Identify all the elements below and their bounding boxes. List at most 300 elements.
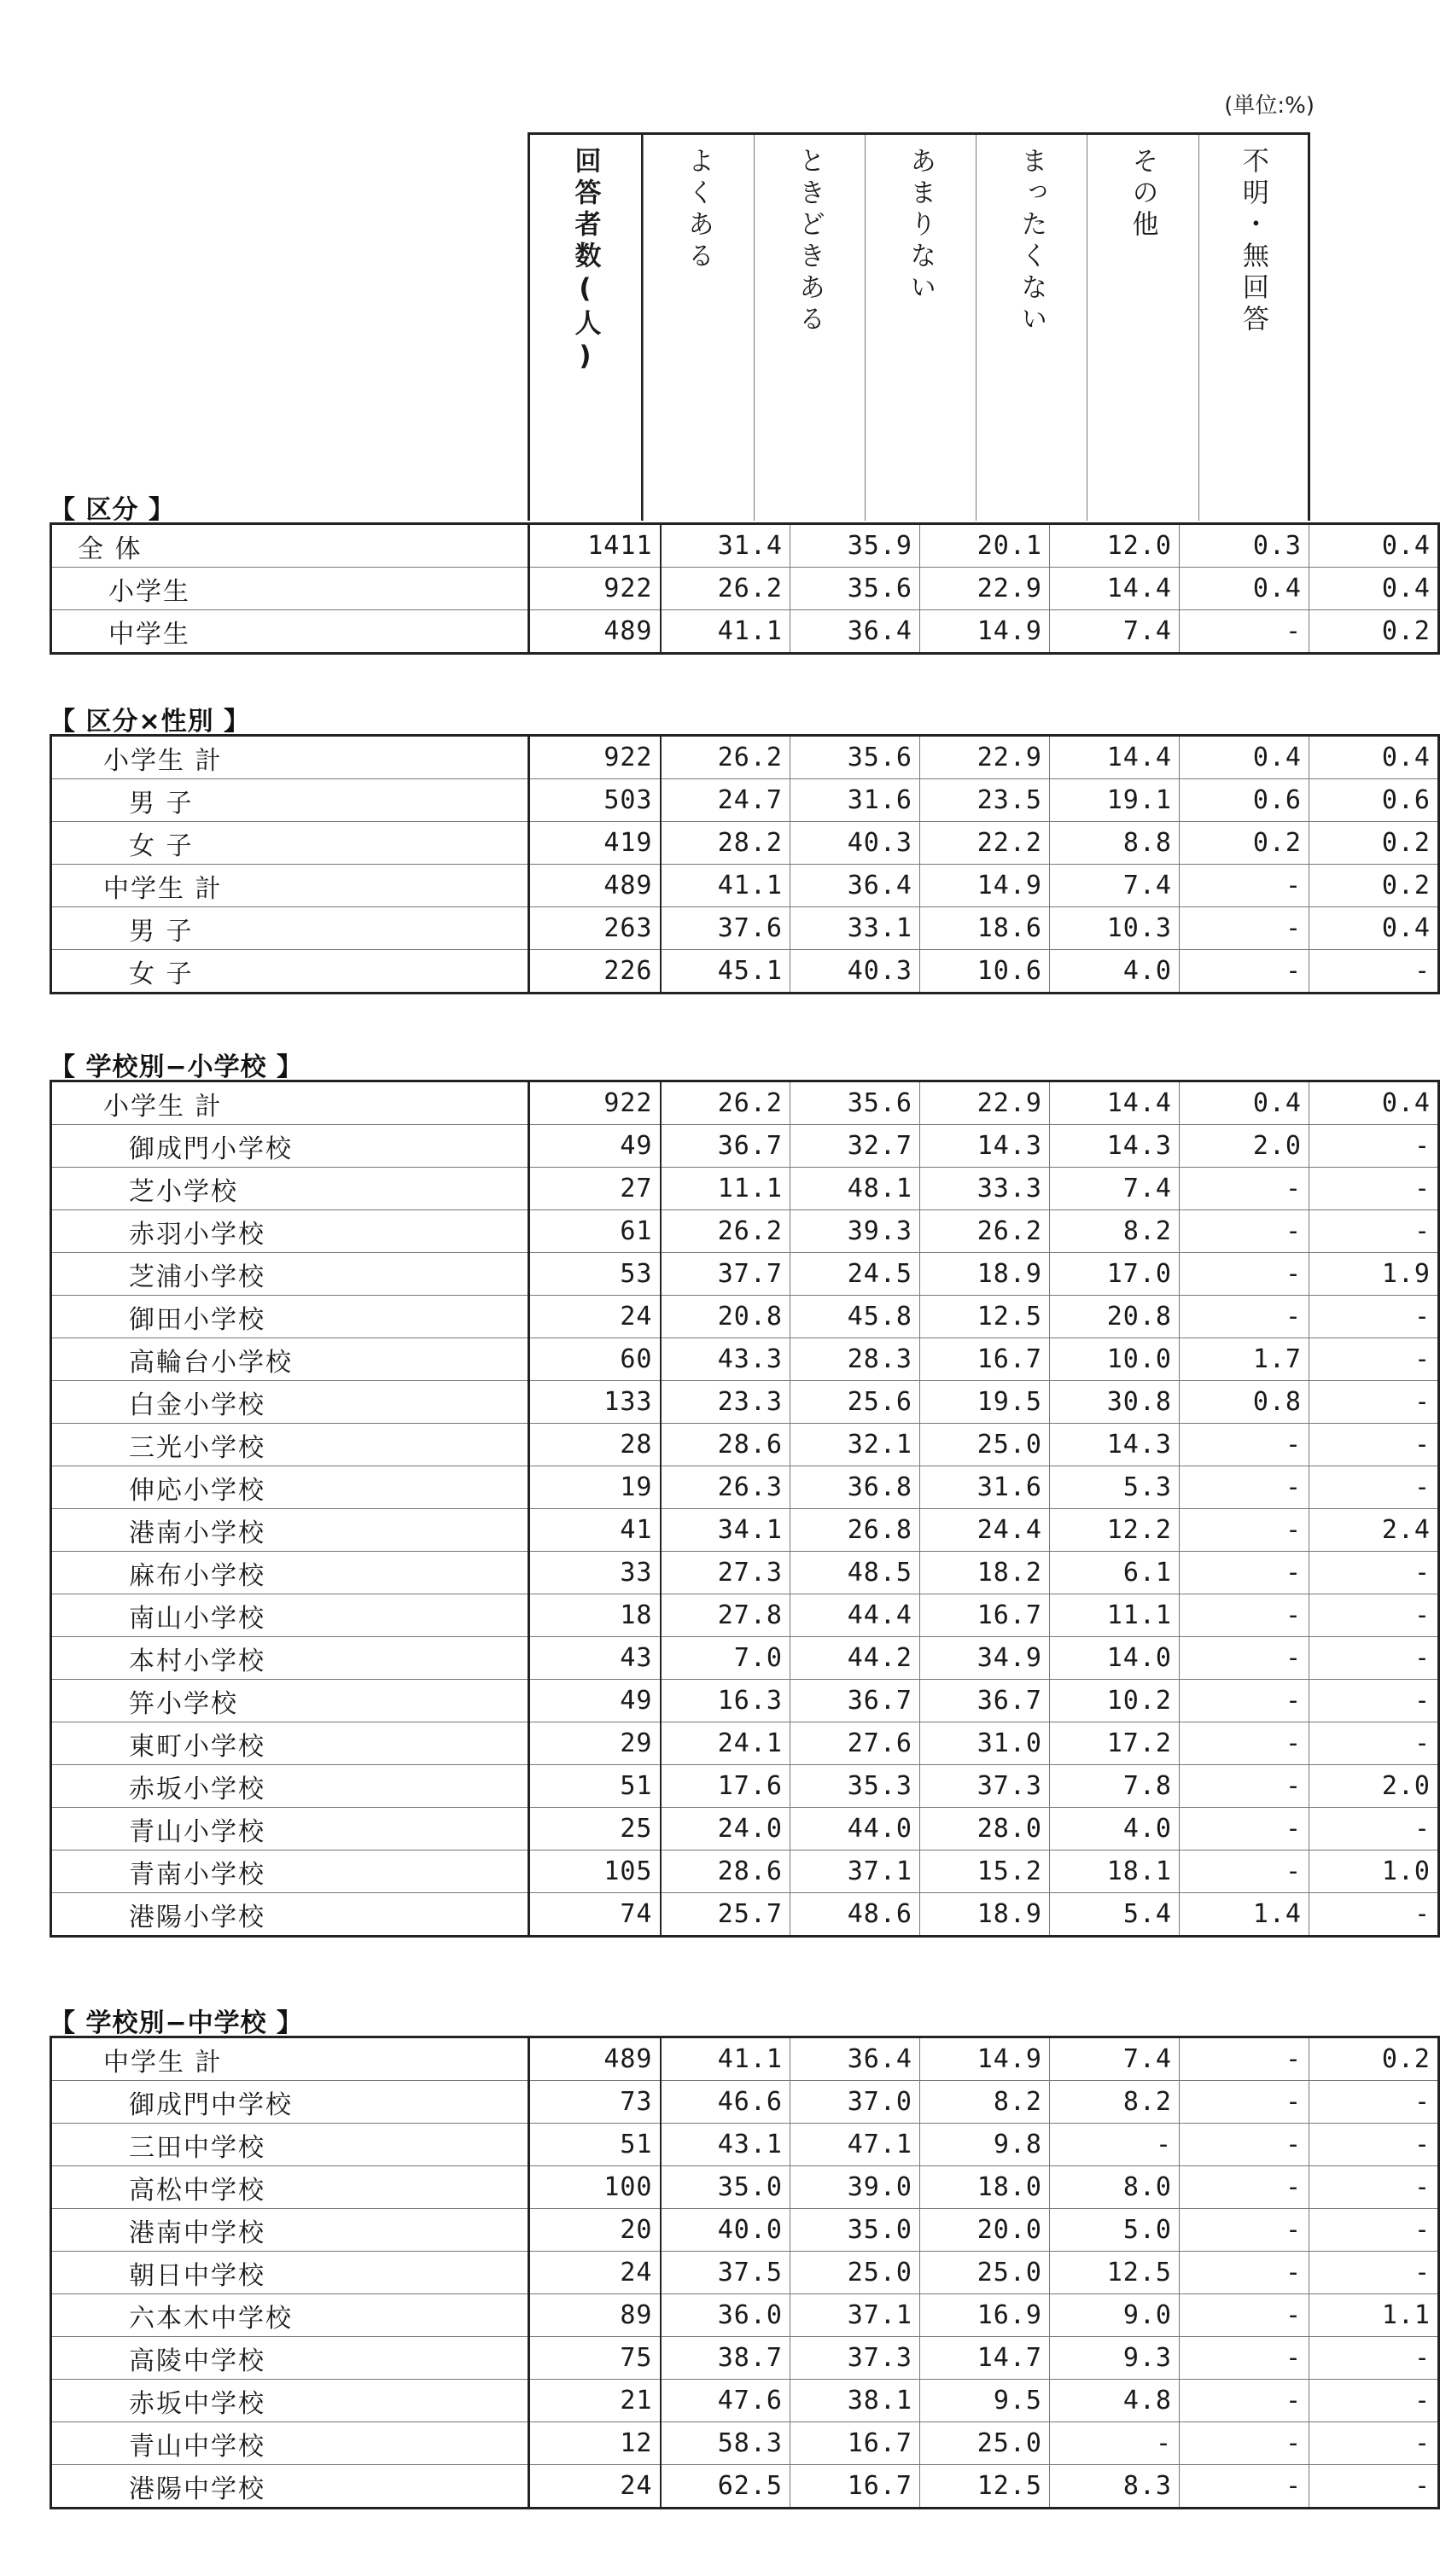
percent-cell: 34.9 [920,1637,1050,1680]
table-row [51,1509,1439,1552]
percent-cell: - [1180,1637,1309,1680]
table-row [51,2380,1439,2422]
percent-cell: - [1309,2209,1439,2252]
percent-cell: 18.9 [920,1253,1050,1296]
percent-cell: - [1309,1381,1439,1424]
percent-cell: 34.1 [661,1509,790,1552]
respondent-count: 922 [529,568,661,610]
percent-cell: 11.1 [661,1168,790,1210]
percent-cell: 18.2 [920,1552,1050,1594]
percent-cell: 37.3 [790,2337,920,2380]
percent-cell: - [1309,1296,1439,1338]
row-label: 芝浦小学校 [51,1253,529,1296]
percent-cell: 35.0 [790,2209,920,2252]
percent-cell: 9.8 [920,2124,1050,2166]
percent-cell: 12.2 [1050,1509,1180,1552]
percent-cell: 8.2 [920,2081,1050,2124]
respondent-count: 922 [529,736,661,779]
table-row [51,524,1439,568]
percent-cell: 43.3 [661,1338,790,1381]
data-table [50,1080,1440,1938]
percent-cell: 0.4 [1309,524,1439,568]
percent-cell: 47.1 [790,2124,920,2166]
percent-cell: 20.0 [920,2209,1050,2252]
percent-cell: 37.5 [661,2252,790,2294]
row-label: 港陽小学校 [51,1893,529,1937]
percent-cell: 24.7 [661,779,790,822]
percent-cell: - [1309,2465,1439,2509]
percent-cell: 17.6 [661,1765,790,1808]
percent-cell: 19.5 [920,1381,1050,1424]
respondent-count: 1411 [529,524,661,568]
percent-cell: 0.2 [1309,2037,1439,2081]
percent-cell: - [1309,2337,1439,2380]
table-row [51,2294,1439,2337]
percent-cell: - [1050,2124,1180,2166]
percent-cell: - [1180,2294,1309,2337]
percent-cell: - [1180,1722,1309,1765]
respondent-count: 226 [529,950,661,994]
percent-cell: - [1180,1765,1309,1808]
percent-cell: 35.6 [790,568,920,610]
percent-cell: 31.4 [661,524,790,568]
percent-cell: 8.0 [1050,2166,1180,2209]
header-never: まったくない [976,135,1087,521]
percent-cell: - [1309,1210,1439,1253]
percent-cell: 1.1 [1309,2294,1439,2337]
table-row [51,2081,1439,2124]
percent-cell: - [1180,2252,1309,2294]
section-title: 【 区分×性別 】 [50,707,251,737]
percent-cell: 12.5 [920,2465,1050,2509]
percent-cell: 48.6 [790,1893,920,1937]
percent-cell: 37.1 [790,2294,920,2337]
percent-cell: 5.3 [1050,1466,1180,1509]
percent-cell: 36.7 [790,1680,920,1722]
percent-cell: 35.0 [661,2166,790,2209]
percent-cell: 35.9 [790,524,920,568]
percent-cell: 32.1 [790,1424,920,1466]
table-row [51,568,1439,610]
table-row [51,1081,1439,1125]
percent-cell: 1.7 [1180,1338,1309,1381]
percent-cell: 47.6 [661,2380,790,2422]
percent-cell: - [1309,1552,1439,1594]
percent-cell: 20.8 [661,1296,790,1338]
table-row [51,907,1439,950]
percent-cell: 4.0 [1050,1808,1180,1850]
row-label: 小学生 計 [51,1081,529,1125]
percent-cell: 36.7 [920,1680,1050,1722]
percent-cell: 37.7 [661,1253,790,1296]
percent-cell: - [1309,1125,1439,1168]
percent-cell: 36.7 [661,1125,790,1168]
percent-cell: 36.8 [790,1466,920,1509]
percent-cell: 45.1 [661,950,790,994]
percent-cell: 10.3 [1050,907,1180,950]
percent-cell: 7.4 [1050,610,1180,654]
percent-cell: - [1180,2166,1309,2209]
data-table [50,2036,1440,2509]
percent-cell: 2.0 [1180,1125,1309,1168]
respondent-count: 922 [529,1081,661,1125]
percent-cell: 0.4 [1180,736,1309,779]
respondent-count: 75 [529,2337,661,2380]
percent-cell: 40.3 [790,950,920,994]
row-label: 白金小学校 [51,1381,529,1424]
table-row [51,736,1439,779]
percent-cell: 35.3 [790,1765,920,1808]
percent-cell: 14.3 [920,1125,1050,1168]
respondent-count: 60 [529,1338,661,1381]
percent-cell: 12.0 [1050,524,1180,568]
percent-cell: 7.8 [1050,1765,1180,1808]
percent-cell: 26.2 [661,1081,790,1125]
percent-cell: - [1309,2166,1439,2209]
percent-cell: 28.0 [920,1808,1050,1850]
percent-cell: - [1309,2380,1439,2422]
percent-cell: 18.1 [1050,1850,1180,1893]
percent-cell: 14.4 [1050,736,1180,779]
percent-cell: 23.5 [920,779,1050,822]
percent-cell: - [1180,1253,1309,1296]
percent-cell: - [1309,1338,1439,1381]
percent-cell: 62.5 [661,2465,790,2509]
row-label: 御成門中学校 [51,2081,529,2124]
percent-cell: 17.2 [1050,1722,1180,1765]
percent-cell: 26.8 [790,1509,920,1552]
percent-cell: 41.1 [661,610,790,654]
table-row [51,1552,1439,1594]
percent-cell: - [1180,2081,1309,2124]
table-row [51,1466,1439,1509]
percent-cell: 14.7 [920,2337,1050,2380]
percent-cell: 0.4 [1180,1081,1309,1125]
respondent-count: 24 [529,2252,661,2294]
row-label: 東町小学校 [51,1722,529,1765]
row-label: 南山小学校 [51,1594,529,1637]
percent-cell: 0.4 [1309,568,1439,610]
row-label: 小学生 計 [51,736,529,779]
percent-cell: 0.2 [1309,822,1439,865]
percent-cell: - [1309,1722,1439,1765]
percent-cell: 39.3 [790,1210,920,1253]
table-row [51,1381,1439,1424]
percent-cell: 32.7 [790,1125,920,1168]
header-no-answer: 不明・無回答 [1198,135,1308,521]
percent-cell: 40.3 [790,822,920,865]
row-label: 三光小学校 [51,1424,529,1466]
table-row [51,2252,1439,2294]
percent-cell: - [1180,950,1309,994]
percent-cell: - [1050,2422,1180,2465]
percent-cell: 7.4 [1050,865,1180,907]
percent-cell: 1.4 [1180,1893,1309,1937]
percent-cell: 37.0 [790,2081,920,2124]
table-row [51,2337,1439,2380]
percent-cell: 18.0 [920,2166,1050,2209]
table-row [51,865,1439,907]
percent-cell: 25.7 [661,1893,790,1937]
percent-cell: - [1309,1680,1439,1722]
percent-cell: 27.6 [790,1722,920,1765]
percent-cell: 14.9 [920,610,1050,654]
percent-cell: 22.9 [920,736,1050,779]
percent-cell: 39.0 [790,2166,920,2209]
table-row [51,610,1439,654]
percent-cell: 28.6 [661,1424,790,1466]
percent-cell: 9.0 [1050,2294,1180,2337]
percent-cell: - [1180,2209,1309,2252]
percent-cell: - [1309,2124,1439,2166]
percent-cell: 14.9 [920,865,1050,907]
table-row [51,1296,1439,1338]
percent-cell: - [1180,1509,1309,1552]
data-table [50,734,1440,994]
percent-cell: - [1309,1893,1439,1937]
respondent-count: 73 [529,2081,661,2124]
respondent-count: 503 [529,779,661,822]
row-label: 青山中学校 [51,2422,529,2465]
percent-cell: 58.3 [661,2422,790,2465]
table-row [51,1210,1439,1253]
percent-cell: - [1309,1637,1439,1680]
percent-cell: 24.0 [661,1808,790,1850]
percent-cell: 41.1 [661,865,790,907]
row-label: 御田小学校 [51,1296,529,1338]
percent-cell: 44.2 [790,1637,920,1680]
percent-cell: 0.2 [1309,610,1439,654]
percent-cell: 25.0 [920,2422,1050,2465]
percent-cell: 38.7 [661,2337,790,2380]
percent-cell: 26.2 [661,568,790,610]
percent-cell: 30.8 [1050,1381,1180,1424]
percent-cell: 37.1 [790,1850,920,1893]
percent-cell: 0.2 [1180,822,1309,865]
row-label: 高松中学校 [51,2166,529,2209]
percent-cell: 0.8 [1180,1381,1309,1424]
percent-cell: 8.3 [1050,2465,1180,2509]
section-title: 【 学校別−中学校 】 [50,2008,304,2038]
respondent-count: 27 [529,1168,661,1210]
table-row [51,1680,1439,1722]
percent-cell: 27.8 [661,1594,790,1637]
percent-cell: 16.7 [920,1594,1050,1637]
percent-cell: - [1180,1808,1309,1850]
percent-cell: 0.2 [1309,865,1439,907]
respondent-count: 21 [529,2380,661,2422]
percent-cell: 25.0 [920,2252,1050,2294]
row-label: 赤羽小学校 [51,1210,529,1253]
section-title: 【 区分 】 [50,495,175,525]
table-row [51,1253,1439,1296]
row-label: 全 体 [51,524,529,568]
respondent-count: 41 [529,1509,661,1552]
row-label: 港南小学校 [51,1509,529,1552]
percent-cell: 20.1 [920,524,1050,568]
table-row [51,1850,1439,1893]
percent-cell: 36.4 [790,865,920,907]
percent-cell: 16.7 [920,1338,1050,1381]
percent-cell: - [1309,1168,1439,1210]
percent-cell: 0.6 [1180,779,1309,822]
percent-cell: - [1180,610,1309,654]
percent-cell: 20.8 [1050,1296,1180,1338]
percent-cell: 9.5 [920,2380,1050,2422]
percent-cell: 37.6 [661,907,790,950]
respondent-count: 49 [529,1125,661,1168]
percent-cell: 26.2 [661,736,790,779]
respondent-count: 489 [529,865,661,907]
percent-cell: 5.0 [1050,2209,1180,2252]
table-row [51,1722,1439,1765]
percent-cell: 10.6 [920,950,1050,994]
percent-cell: 48.5 [790,1552,920,1594]
row-label: 中学生 [51,610,529,654]
percent-cell: 28.6 [661,1850,790,1893]
percent-cell: 12.5 [920,1296,1050,1338]
percent-cell: 2.0 [1309,1765,1439,1808]
percent-cell: - [1309,1594,1439,1637]
respondent-count: 61 [529,1210,661,1253]
table-row [51,2166,1439,2209]
percent-cell: - [1180,1296,1309,1338]
percent-cell: 22.9 [920,1081,1050,1125]
percent-cell: 48.1 [790,1168,920,1210]
percent-cell: 0.4 [1309,1081,1439,1125]
respondent-count: 53 [529,1253,661,1296]
respondent-count: 419 [529,822,661,865]
table-row [51,2037,1439,2081]
row-label: 本村小学校 [51,1637,529,1680]
percent-cell: 36.4 [790,610,920,654]
percent-cell: 2.4 [1309,1509,1439,1552]
header-other: その他 [1087,135,1198,521]
table-row [51,1168,1439,1210]
percent-cell: 38.1 [790,2380,920,2422]
percent-cell: 16.9 [920,2294,1050,2337]
respondent-count: 89 [529,2294,661,2337]
percent-cell: 9.3 [1050,2337,1180,2380]
percent-cell: 14.3 [1050,1424,1180,1466]
percent-cell: 1.0 [1309,1850,1439,1893]
respondent-count: 51 [529,1765,661,1808]
percent-cell: 31.6 [790,779,920,822]
percent-cell: - [1180,1594,1309,1637]
row-label: 麻布小学校 [51,1552,529,1594]
percent-cell: 24.4 [920,1509,1050,1552]
percent-cell: - [1180,865,1309,907]
percent-cell: 31.0 [920,1722,1050,1765]
percent-cell: 16.7 [790,2422,920,2465]
respondent-count: 74 [529,1893,661,1937]
percent-cell: 0.6 [1309,779,1439,822]
percent-cell: 22.9 [920,568,1050,610]
percent-cell: - [1180,2037,1309,2081]
percent-cell: - [1180,1210,1309,1253]
percent-cell: 43.1 [661,2124,790,2166]
percent-cell: 15.2 [920,1850,1050,1893]
respondent-count: 28 [529,1424,661,1466]
percent-cell: - [1309,1808,1439,1850]
percent-cell: 36.0 [661,2294,790,2337]
percent-cell: 0.4 [1180,568,1309,610]
respondent-count: 49 [529,1680,661,1722]
table-row [51,779,1439,822]
percent-cell: - [1309,2422,1439,2465]
row-label: 赤坂小学校 [51,1765,529,1808]
respondent-count: 25 [529,1808,661,1850]
percent-cell: 14.4 [1050,568,1180,610]
respondent-count: 24 [529,2465,661,2509]
percent-cell: 18.6 [920,907,1050,950]
percent-cell: - [1309,950,1439,994]
row-label: 男 子 [51,779,529,822]
percent-cell: - [1309,1466,1439,1509]
row-label: 赤坂中学校 [51,2380,529,2422]
percent-cell: 23.3 [661,1381,790,1424]
percent-cell: 4.0 [1050,950,1180,994]
percent-cell: 33.1 [790,907,920,950]
table-row [51,2465,1439,2509]
percent-cell: 16.3 [661,1680,790,1722]
respondent-count: 51 [529,2124,661,2166]
percent-cell: 44.0 [790,1808,920,1850]
table-row [51,1893,1439,1937]
percent-cell: 36.4 [790,2037,920,2081]
percent-cell: 5.4 [1050,1893,1180,1937]
percent-cell: 37.3 [920,1765,1050,1808]
respondent-count: 29 [529,1722,661,1765]
data-table [50,522,1440,655]
section-title: 【 学校別−小学校 】 [50,1052,304,1082]
percent-cell: 46.6 [661,2081,790,2124]
percent-cell: 1.9 [1309,1253,1439,1296]
row-label: 笄小学校 [51,1680,529,1722]
respondent-count: 24 [529,1296,661,1338]
percent-cell: 24.5 [790,1253,920,1296]
percent-cell: 17.0 [1050,1253,1180,1296]
percent-cell: 14.9 [920,2037,1050,2081]
row-label: 高輪台小学校 [51,1338,529,1381]
percent-cell: 8.2 [1050,2081,1180,2124]
percent-cell: 7.4 [1050,2037,1180,2081]
percent-cell: 25.6 [790,1381,920,1424]
respondent-count: 100 [529,2166,661,2209]
table-row [51,1808,1439,1850]
percent-cell: - [1180,1552,1309,1594]
percent-cell: 25.0 [920,1424,1050,1466]
row-label: 中学生 計 [51,865,529,907]
table-row [51,822,1439,865]
percent-cell: 14.3 [1050,1125,1180,1168]
percent-cell: 25.0 [790,2252,920,2294]
percent-cell: 8.2 [1050,1210,1180,1253]
percent-cell: - [1309,2252,1439,2294]
row-label: 中学生 計 [51,2037,529,2081]
header-sometimes: ときどきある [754,135,865,521]
percent-cell: - [1180,1680,1309,1722]
table-row [51,1765,1439,1808]
respondent-count: 263 [529,907,661,950]
table-row [51,2124,1439,2166]
percent-cell: 7.0 [661,1637,790,1680]
row-label: 男 子 [51,907,529,950]
table-row [51,1338,1439,1381]
respondent-count: 105 [529,1850,661,1893]
table-row [51,950,1439,994]
percent-cell: 28.2 [661,822,790,865]
